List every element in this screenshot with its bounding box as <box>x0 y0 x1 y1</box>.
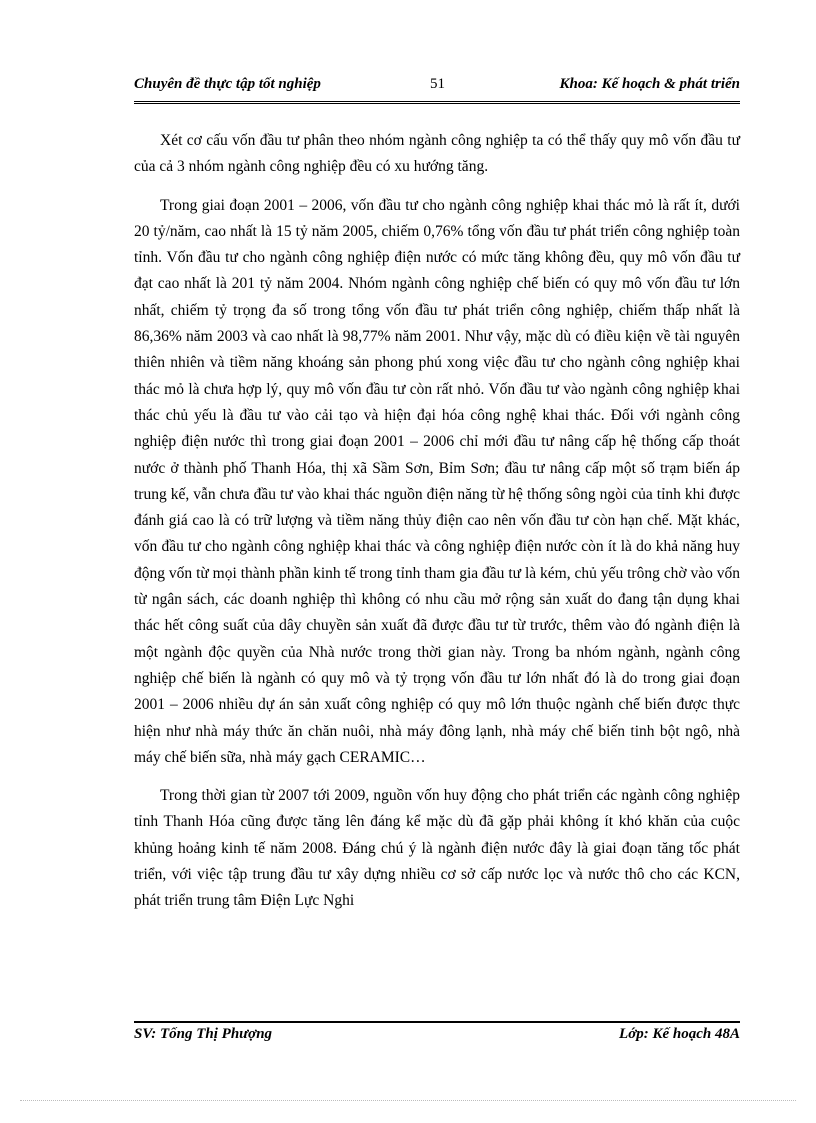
paragraph-2: Trong giai đoạn 2001 – 2006, vốn đầu tư cho ngành công nghiệp khai thác mỏ là rất ít, dưới 20 tỷ/năm, cao nhất là 15 tỷ năm 2005, chiếm 0,76% tổng vốn đầu tư phát triển công nghiệp toàn tỉnh. Vốn đầu tư cho ngành công nghiệp điện nước có mức tăng không đều, quy mô vốn đầu tư đạt cao nhất là 201 tỷ năm 2004. Nhóm ngành công nghiệp chế biến có quy mô vốn đầu tư lớn nhất, chiếm tỷ trọng đa số trong tổng vốn đầu tư phát triển công nghiệp, chiếm thấp nhất là 86,36% năm 2003 và cao nhất là 98,77% năm 2001. Như vậy, mặc dù có điều kiện về tài nguyên thiên nhiên và tiềm năng khoáng sản phong phú xong việc đầu tư cho ngành công nghiệp khai thác mỏ là chưa hợp lý, quy mô vốn đầu tư còn rất nhỏ. Vốn đầu tư vào ngành công nghiệp khai thác chủ yếu là đầu tư vào cải tạo và hiện đại hóa công nghệ khai thác. Đối với ngành công nghiệp điện nước thì trong giai đoạn 2001 – 2006 chỉ mới đầu tư nâng cấp hệ thống cấp thoát nước ở thành phố Thanh Hóa, thị xã Sầm Sơn, Bỉm Sơn; đầu tư nâng cấp một số trạm biến áp trung kế, vẫn chưa đầu tư vào khai thác nguồn điện năng từ hệ thống sông ngòi của tỉnh khi được đánh giá cao là có trữ lượng và tiềm năng thủy điện cao nên vốn đầu tư còn hạn chế. Mặt khác, vốn đầu tư cho ngành công nghiệp khai thác và công nghiệp điện nước còn ít là do khả năng huy động vốn từ mọi thành phần kinh tế trong tỉnh tham gia đầu tư là kém, chủ yếu trông chờ vào vốn từ ngân sách, các doanh nghiệp thì không có nhu cầu mở rộng sản xuất do đang tận dụng khai thác hết công suất của dây chuyền sản xuất đã được đầu tư từ trước, thêm vào đó ngành điện là một ngành độc quyền của Nhà nước trong thời gian này. Trong ba nhóm ngành, ngành công nghiệp chế biến là ngành có quy mô và tỷ trọng vốn đầu tư lớn nhất đó là do trong giai đoạn 2001 – 2006 nhiều dự án sản xuất công nghiệp có quy mô lớn thuộc ngành chế biến được thực hiện như nhà máy thức ăn chăn nuôi, nhà máy đông lạnh, nhà máy chế biến tinh bột ngô, nhà máy chế biến sữa, nhà máy gạch CERAMIC… <box>134 196 740 766</box>
header-department: Khoa: Kế hoạch & phát triển <box>559 76 740 92</box>
header-divider <box>134 101 740 104</box>
paragraph-1: Xét cơ cấu vốn đầu tư phân theo nhóm ngành công nghiệp ta có thể thấy quy mô vốn đầu tư của cả 3 nhóm ngành công nghiệp đều có xu hướng tăng. <box>134 132 740 176</box>
footer-student: SV: Tống Thị Phượng <box>134 1026 273 1042</box>
page-number: 51 <box>430 76 445 92</box>
document-body <box>134 128 740 927</box>
header-title: Chuyên đề thực tập tốt nghiệp <box>134 76 321 92</box>
footer-class: Lớp: Kế hoạch 48A <box>619 1026 740 1042</box>
page-edge-divider <box>20 1100 796 1101</box>
paragraph-3: Trong thời gian từ 2007 tới 2009, nguồn vốn huy động cho phát triển các ngành công nghiệp tỉnh Thanh Hóa cũng được tăng lên đáng kể mặc dù đã gặp phải không ít khó khăn của cuộc khủng hoảng kinh tế năm 2008. Đáng chú ý là ngành điện nước đây là giai đoạn tăng tốc phát triển, với việc tập trung đầu tư xây dựng nhiều cơ sở cấp nước lọc và nước thô cho các KCN, phát triển trung tâm Điện Lực Nghi <box>134 787 740 910</box>
page-footer <box>134 1026 740 1048</box>
footer-divider <box>134 1021 740 1023</box>
page-header <box>134 76 740 98</box>
